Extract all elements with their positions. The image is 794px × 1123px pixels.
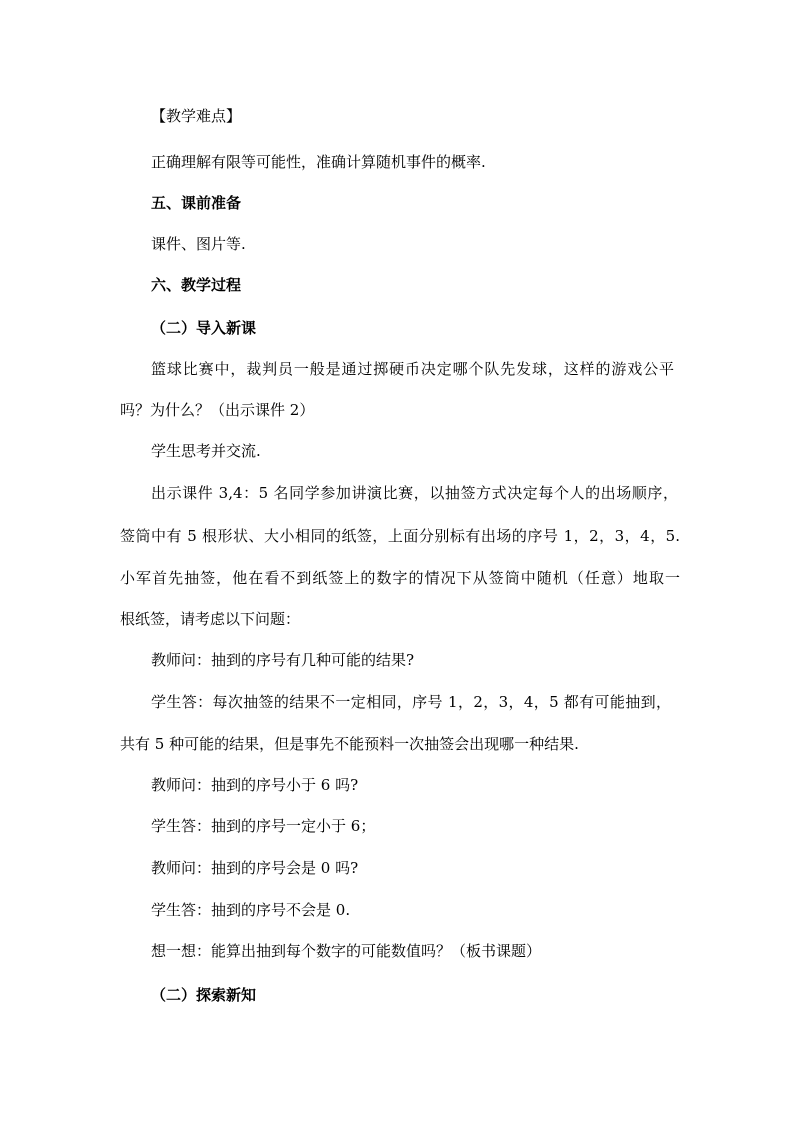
section-heading-process: 六、教学过程 <box>151 276 242 294</box>
paragraph-line: 学生思考并交流. <box>151 442 261 460</box>
paragraph-line: 共有 5 种可能的结果，但是事先不能预料一次抽签会出现哪一种结果. <box>120 735 579 753</box>
paragraph-line: 签筒中有 5 根形状、大小相同的纸签，上面分别标有出场的序号 1，2，3，4，5. <box>120 527 680 545</box>
dialog-teacher-question: 教师问：抽到的序号小于 6 吗? <box>151 776 359 794</box>
paragraph-line: 出示课件 3,4：5 名同学参加讲演比赛，以抽签方式决定每个人的出场顺序， <box>151 484 678 502</box>
dialog-student-answer: 学生答：抽到的序号一定小于 6； <box>151 817 376 835</box>
dialog-student-answer: 学生答：每次抽签的结果不一定相同，序号 1，2，3，4，5 都有可能抽到， <box>151 693 671 711</box>
paragraph-preparation-text: 课件、图片等. <box>151 235 246 253</box>
subheading-introduction: （二）导入新课 <box>151 319 257 337</box>
dialog-student-answer: 学生答：抽到的序号不会是 0. <box>151 901 351 919</box>
paragraph-line: 根纸签，请考虑以下问题： <box>120 610 301 628</box>
paragraph-difficulty-text: 正确理解有限等可能性，准确计算随机事件的概率. <box>151 153 486 171</box>
section-heading-preparation: 五、课前准备 <box>151 194 242 212</box>
dialog-teacher-question: 教师问：抽到的序号有几种可能的结果? <box>151 651 415 669</box>
subheading-explore: （二）探索新知 <box>151 986 257 1004</box>
dialog-teacher-question: 教师问：抽到的序号会是 0 吗? <box>151 859 359 877</box>
paragraph-think: 想一想：能算出抽到每个数字的可能数值吗？（板书课题） <box>151 942 542 960</box>
paragraph-line: 吗？为什么？（出示课件 2） <box>120 401 315 419</box>
paragraph-line: 篮球比赛中，裁判员一般是通过掷硬币决定哪个队先发球，这样的游戏公平 <box>151 360 674 378</box>
paragraph-line: 小军首先抽签，他在看不到纸签上的数字的情况下从签筒中随机（任意）地取一 <box>120 569 680 587</box>
heading-teaching-difficulty: 【教学难点】 <box>151 107 242 125</box>
